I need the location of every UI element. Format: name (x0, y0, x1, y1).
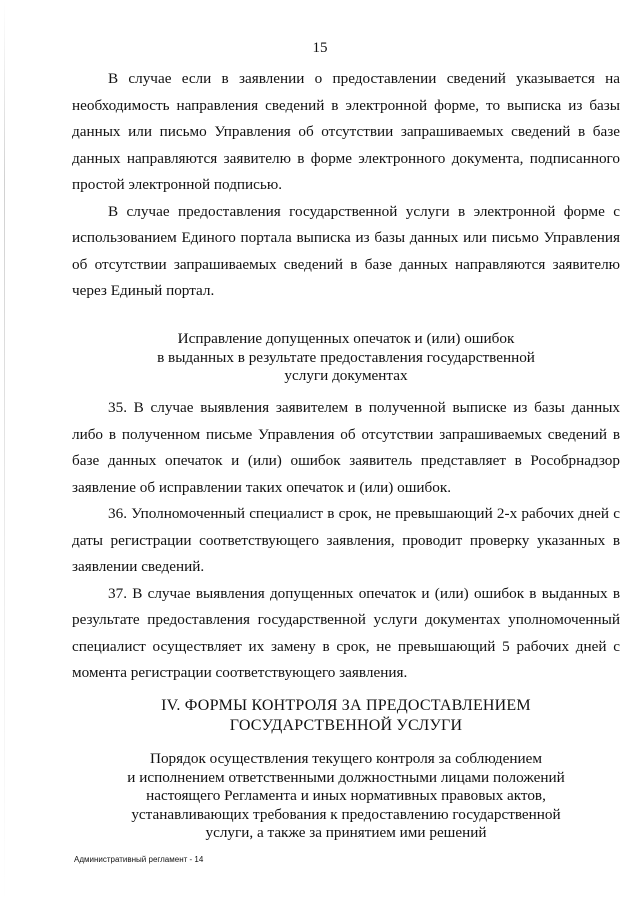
paragraph-electronic-form: В случае если в заявлении о предоставлении сведений указывается на необходимость направления сведений в электронной форме, то выписка из базы данных или письмо Управления об отсутствии запрашиваемых сведений в базе данных направляются заявителю в форме электронного документа, подписанного простой электронной подписью. (72, 70, 620, 193)
footer-note: Административный регламент - 14 (74, 855, 204, 864)
section-title-line: ГОСУДАРСТВЕННОЙ УСЛУГИ (229, 717, 463, 734)
paragraph-37: 37. В случае выявления допущенных опечаток и (или) ошибок в выданных в результате предоставления государственной услуги документах уполномоченный специалист осуществляет их замену в срок, не превышающий 5 рабочих дней с момента регистрации соответствующего заявления. (72, 584, 620, 681)
paragraph-36: 36. Уполномоченный специалист в срок, не превышающий 2-х рабочих дней с даты регистрации соответствующего заявления, проводит проверку указанных в заявлении сведений. (72, 505, 620, 575)
scan-edge-line (4, 0, 5, 905)
page-number: 15 (312, 40, 328, 56)
subheading-control (72, 750, 620, 843)
subheading-line: устанавливающих требования к предоставлению государственной (131, 805, 561, 823)
paragraph-unified-portal: В случае предоставления государственной услуги в электронной форме с использованием Единого портала выписка из базы данных или письмо Управления об отсутствии запрашиваемых сведений в базе данных направляются заявителю через Единый портал. (72, 202, 620, 299)
section-title (72, 696, 620, 736)
subheading-line: и исполнением ответственными должностными лицами положений (127, 768, 565, 786)
numbered-paragraphs (72, 395, 620, 687)
section-title-line: IV. ФОРМЫ КОНТРОЛЯ ЗА ПРЕДОСТАВЛЕНИЕМ (161, 697, 531, 714)
intro-text (72, 66, 620, 305)
subheading-line: Исправление допущенных опечаток и (или) ошибок (177, 330, 515, 347)
paragraph-35: 35. В случае выявления заявителем в полученной выписке из базы данных либо в полученном письме Управления об отсутствии запрашиваемых сведений в базе данных опечаток и (или) ошибок заявитель представляет в Рособрнадзор заявление об исправлении таких опечаток и (или) ошибок. (72, 399, 620, 496)
subheading-line: услуги, а также за принятием ими решений (205, 824, 487, 841)
subheading-line: услуги документах (284, 367, 408, 384)
subheading-line: Порядок осуществления текущего контроля за соблюдением (149, 750, 543, 767)
subheading-line: настоящего Регламента и иных нормативных правовых актов, (146, 787, 546, 804)
subheading-corrections (72, 330, 620, 386)
subheading-line: в выданных в результате предоставления государственной (157, 348, 535, 366)
